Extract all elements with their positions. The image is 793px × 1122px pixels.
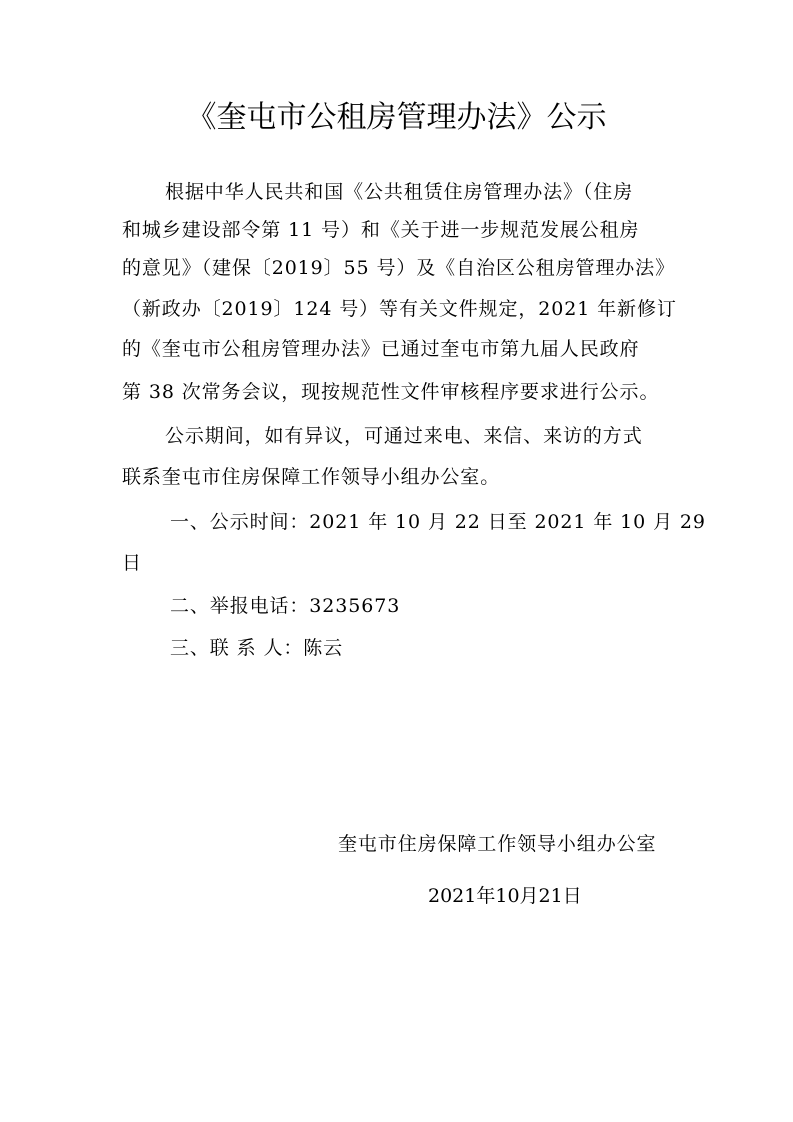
hotline-item: 二、举报电话：3235673 [170,595,401,617]
contact-item: 三、联 系 人：陈云 [170,637,344,659]
objection-line-2: 联系奎屯市住房保障工作领导小组办公室。 [122,466,501,488]
objection-line-1: 公示期间，如有异议，可通过来电、来信、来访的方式 [165,425,643,447]
signature-org: 奎屯市住房保障工作领导小组办公室 [338,833,657,855]
intro-line-1: 根据中华人民共和国《公共租赁住房管理办法》（住房 [165,181,634,203]
period-line-1: 一、公示时间：2021 年 10 月 22 日至 2021 年 10 月 29 [170,511,706,533]
intro-line-3: 的意见》（建保〔2019〕55 号）及《自治区公租房管理办法》 [122,257,675,279]
notice-title: 《奎屯市公租房管理办法》公示 [186,100,607,135]
intro-line-6: 第 38 次常务会议，现按规范性文件审核程序要求进行公示。 [122,381,660,403]
period-line-2: 日 [122,552,142,574]
intro-line-2: 和城乡建设部令第 11 号）和《关于进一步规范发展公租房 [122,219,640,241]
intro-line-5: 的《奎屯市公租房管理办法》已通过奎屯市第九届人民政府 [122,338,640,360]
intro-line-4: （新政办〔2019〕124 号）等有关文件规定，2021 年新修订 [122,298,677,320]
signature-date: 2021年10月21日 [428,885,582,907]
